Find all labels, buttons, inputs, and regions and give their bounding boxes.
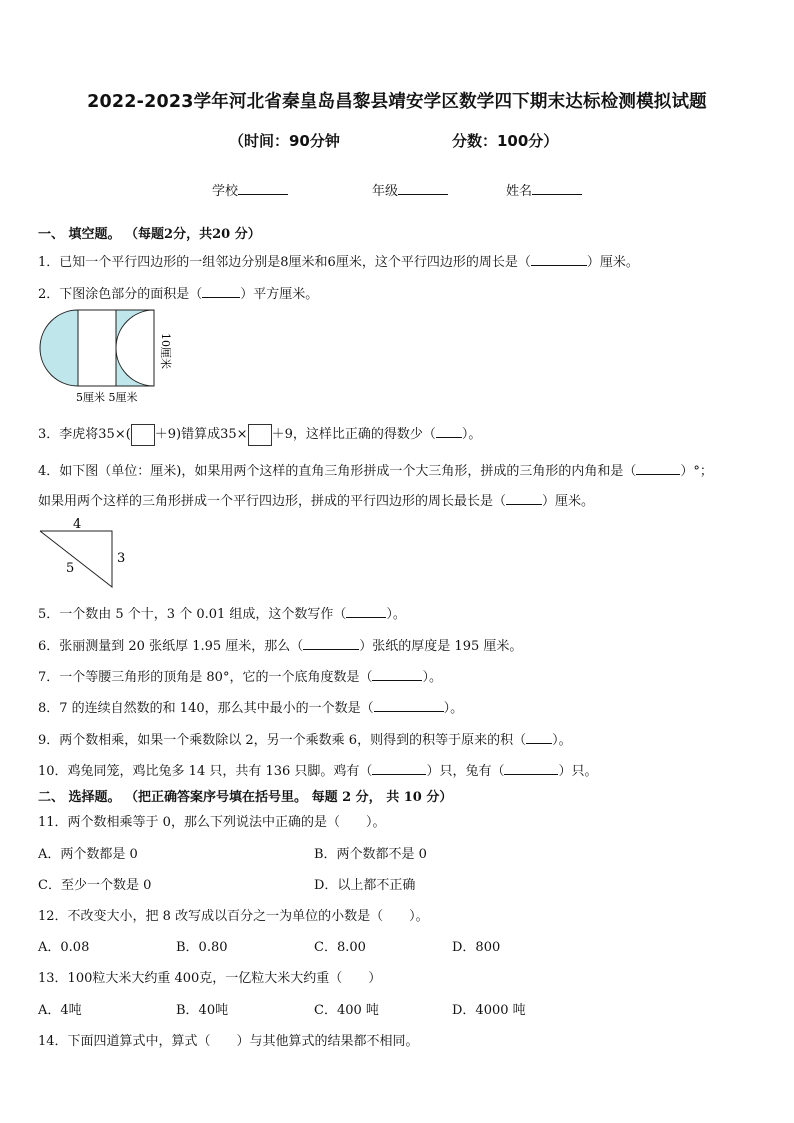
question-8: 8．7 的连续自然数的和 140，那么其中最小的一个数是（ ）。	[38, 701, 464, 716]
answer-blank[interactable]	[526, 731, 552, 744]
name-label: 姓名	[506, 184, 533, 199]
name-blank[interactable]	[532, 182, 582, 195]
question-4-line-2: 如果用两个这样的三角形拼成一个平行四边形，拼成的平行四边形的周长最长是（ ）厘米。	[38, 494, 595, 509]
grade-label: 年级	[372, 184, 399, 199]
q11-option-c[interactable]: C．至少一个数是 0	[38, 878, 152, 893]
question-10: 10．鸡兔同笼，鸡比兔多 14 只，共有 136 只脚。鸡有（ ）只，兔有（ ）只。	[38, 764, 598, 779]
question-14: 14．下面四道算式中，算式（ ）与其他算式的结果都不相同。	[38, 1034, 419, 1049]
grade-field[interactable]	[372, 180, 448, 199]
answer-blank[interactable]	[303, 637, 359, 650]
exam-time: （时间：90分钟	[229, 132, 340, 150]
section-fill-blank: 一、 填空题。 （每题2分，共20 分）	[38, 227, 261, 242]
right-side-label: 3	[117, 551, 126, 566]
q12-option-b[interactable]: B．0.80	[176, 940, 228, 955]
answer-box[interactable]	[131, 424, 155, 446]
hypotenuse-label: 5	[66, 561, 75, 576]
question-6: 6．张丽测量到 20 张纸厚 1.95 厘米，那么（ ）张纸的厚度是 195 厘米。	[38, 639, 523, 654]
q11-option-b[interactable]: B．两个数都不是 0	[314, 847, 427, 862]
q13-option-c[interactable]: C．400 吨	[314, 1003, 379, 1018]
grade-blank[interactable]	[398, 182, 448, 195]
q13-option-a[interactable]: A．4吨	[38, 1003, 82, 1018]
q12-option-d[interactable]: D．800	[452, 940, 501, 955]
q13-option-b[interactable]: B．40吨	[176, 1003, 229, 1018]
exam-score: 分数：100分）	[452, 132, 559, 150]
bottom-label: 5厘米 5厘米	[76, 391, 138, 404]
answer-blank[interactable]	[531, 253, 587, 266]
answer-blank[interactable]	[372, 668, 422, 681]
section-multiple-choice: 二、 选择题。 （把正确答案序号填在括号里。 每题 2 分， 共 10 分）	[38, 790, 453, 805]
right-triangle-figure	[36, 515, 136, 590]
school-field[interactable]	[212, 180, 288, 199]
school-label: 学校	[212, 184, 239, 199]
question-3: 3．李虎将35×( ＋9)错算成35× ＋9，这样比正确的得数少（ ）。	[38, 423, 481, 446]
q12-option-c[interactable]: C．8.00	[314, 940, 366, 955]
answer-blank[interactable]	[202, 285, 240, 298]
question-11: 11．两个数相乘等于 0，那么下列说法中正确的是（ ）。	[38, 815, 386, 830]
answer-blank[interactable]	[504, 762, 558, 775]
triangle	[40, 531, 112, 587]
shaded-area-figure	[38, 305, 188, 405]
question-2: 2．下图涂色部分的面积是（ ）平方厘米。	[38, 287, 319, 302]
question-13: 13．100粒大米大约重 400克，一亿粒大米大约重（ ）	[38, 971, 382, 986]
q13-option-d[interactable]: D．4000 吨	[452, 1003, 526, 1018]
name-field[interactable]	[506, 180, 582, 199]
page-title: 2022-2023学年河北省秦皇岛昌黎县靖安学区数学四下期末达标检测模拟试题	[87, 92, 707, 112]
left-semicircle	[40, 310, 78, 386]
question-9: 9．两个数相乘，如果一个乘数除以 2，另一个乘数乘 6，则得到的积等于原来的积（ ）。	[38, 733, 572, 748]
answer-blank[interactable]	[636, 462, 680, 475]
answer-blank[interactable]	[372, 762, 426, 775]
answer-blank[interactable]	[374, 699, 444, 712]
top-side-label: 4	[73, 517, 82, 532]
question-5: 5．一个数由 5 个十，3 个 0.01 组成，这个数写作（ ）。	[38, 607, 406, 622]
question-1: 1．已知一个平行四边形的一组邻边分别是8厘米和6厘米，这个平行四边形的周长是（ ）厘米。	[38, 255, 639, 270]
side-label: 10厘米	[159, 333, 172, 369]
question-4-line-1: 4．如下图（单位：厘米)，如果用两个这样的直角三角形拼成一个大三角形，拼成的三角形的内角和是（ ）°；	[38, 464, 713, 479]
answer-box[interactable]	[248, 424, 272, 446]
q11-option-d[interactable]: D．以上都不正确	[314, 878, 416, 893]
q12-option-a[interactable]: A．0.08	[38, 940, 90, 955]
answer-blank[interactable]	[436, 425, 462, 438]
left-square	[78, 310, 116, 386]
school-blank[interactable]	[238, 182, 288, 195]
question-12: 12．不改变大小，把 8 改写成以百分之一为单位的小数是（ ）。	[38, 909, 429, 924]
q11-option-a[interactable]: A．两个数都是 0	[38, 847, 138, 862]
question-7: 7．一个等腰三角形的顶角是 80°，它的一个底角度数是（ ）。	[38, 670, 442, 685]
answer-blank[interactable]	[506, 492, 542, 505]
answer-blank[interactable]	[346, 605, 386, 618]
